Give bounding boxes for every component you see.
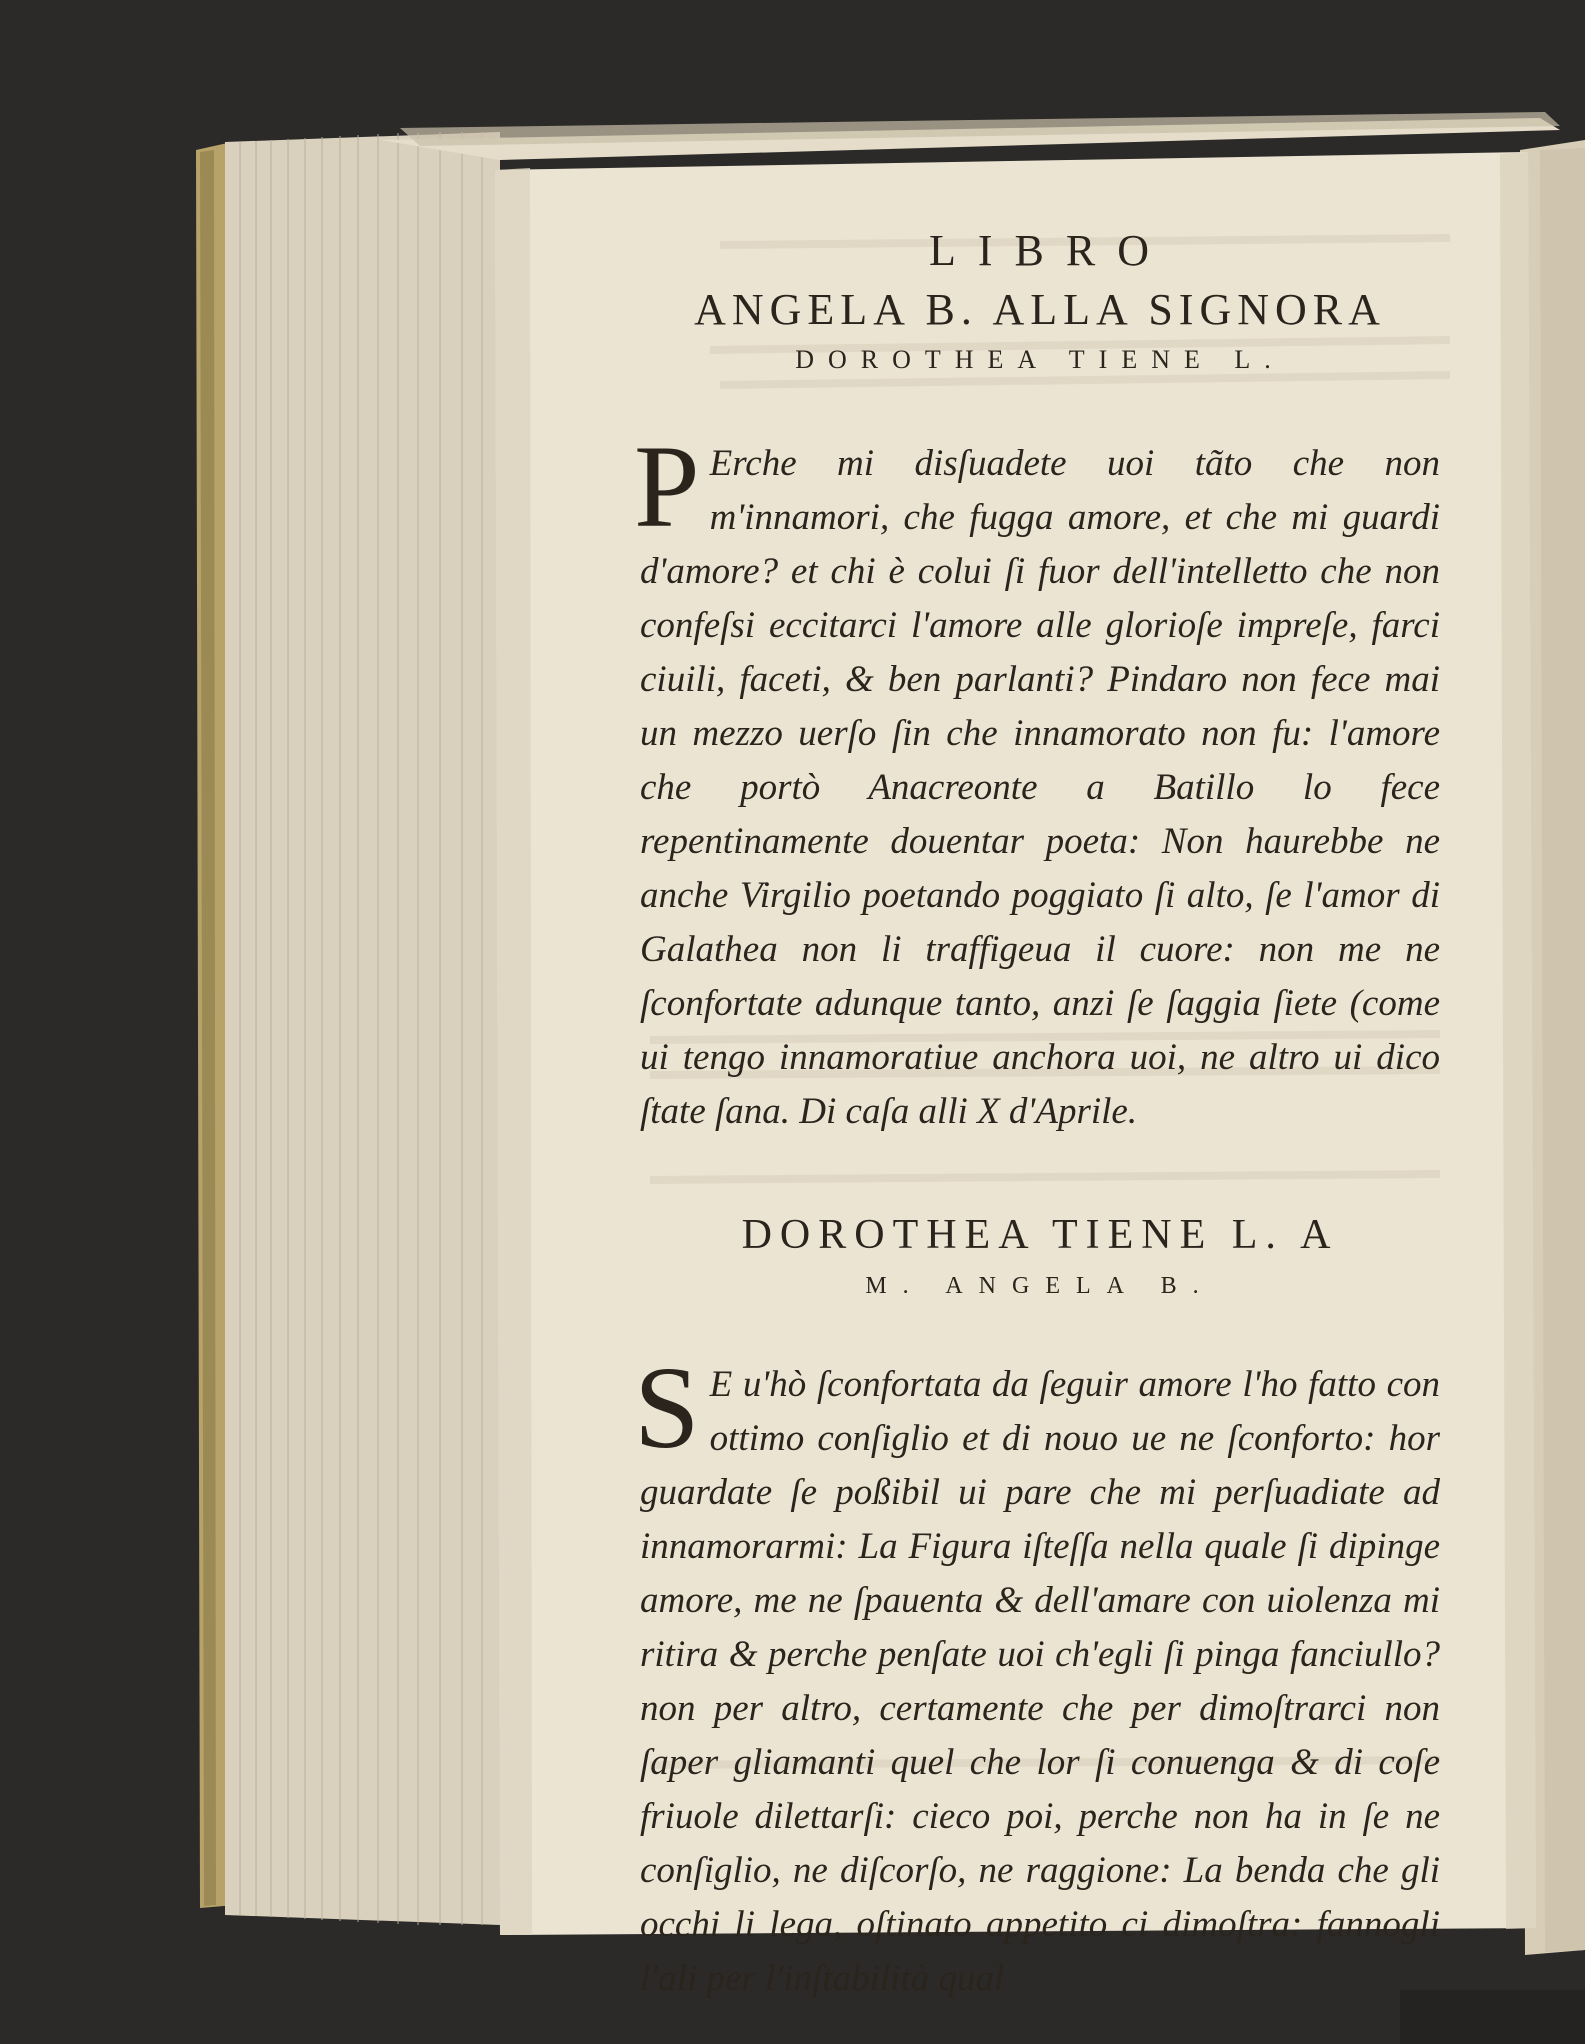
letter2-subheading: M. ANGELA B. [865,1273,1215,1299]
letter1-heading: ANGELA B. ALLA SIGNORA [694,285,1386,334]
letter2-dropcap: S [634,1342,700,1473]
running-head: LIBRO [929,226,1171,275]
letter1-text: Erche mi disſuadete uoi tãto che non m'innamori, che fugga amore, et che mi guardi d'amore? et chi è colui ſi fuor dell'intelletto che non confeſsi eccitarci l'amore alle glorioſe impreſe, farci ciuili, faceti, & ben parlanti? Pindaro non fece mai un mezzo uerſo ſin che innamorato non fu: l'amore che portò Anacreonte a Batillo lo fece repentinamente douentar poeta: Non haurebbe ne anche Virgilio poetando poggiato ſi alto, ſe l'amor di Galathea non li traffigeua il cuore: non me ne ſconfortate adunque tanto, anzi ſe ſaggia ſiete (come ui tengo innamoratiue anchora uoi, ne altro ui dico ſtate ſana. Di caſa alli X d'Aprile. [640,443,1440,1132]
page-text-block [634,205,1440,2006]
letter1-body [634,421,1440,1139]
letter1-dropcap: P [634,421,700,552]
letter1-subheading: DOROTHEA TIENE L. [795,345,1285,374]
letter2-body [634,1342,1440,2006]
letter2-text: E u'hò ſconfortata da ſeguir amore l'ho fatto con ottimo conſiglio et di nouo ue ne ſconforto: hor guardate ſe poßibil ui pare che mi perſuadiate ad innamorarmi: La Figura iſteſſa nella quale ſi dipinge amore, me ne ſpauenta & dell'amare con uiolenza mi ritira & perche penſate uoi ch'egli ſi pinga fanciullo? non per altro, certamente che per dimoſtrarci non ſaper gliamanti quel che lor ſi conuenga & di coſe friuole dilettarſi: cieco poi, perche non ha in ſe ne conſiglio, ne diſcorſo, ne raggione: La benda che gli occhi li lega, oſtinato appetito ci dimoſtra: fannogli l'ali per l'inſtabilità qual [640,1364,1440,1999]
page-edges [225,132,500,1925]
letter2-heading: DOROTHEA TIENE L. A [741,1212,1339,1258]
